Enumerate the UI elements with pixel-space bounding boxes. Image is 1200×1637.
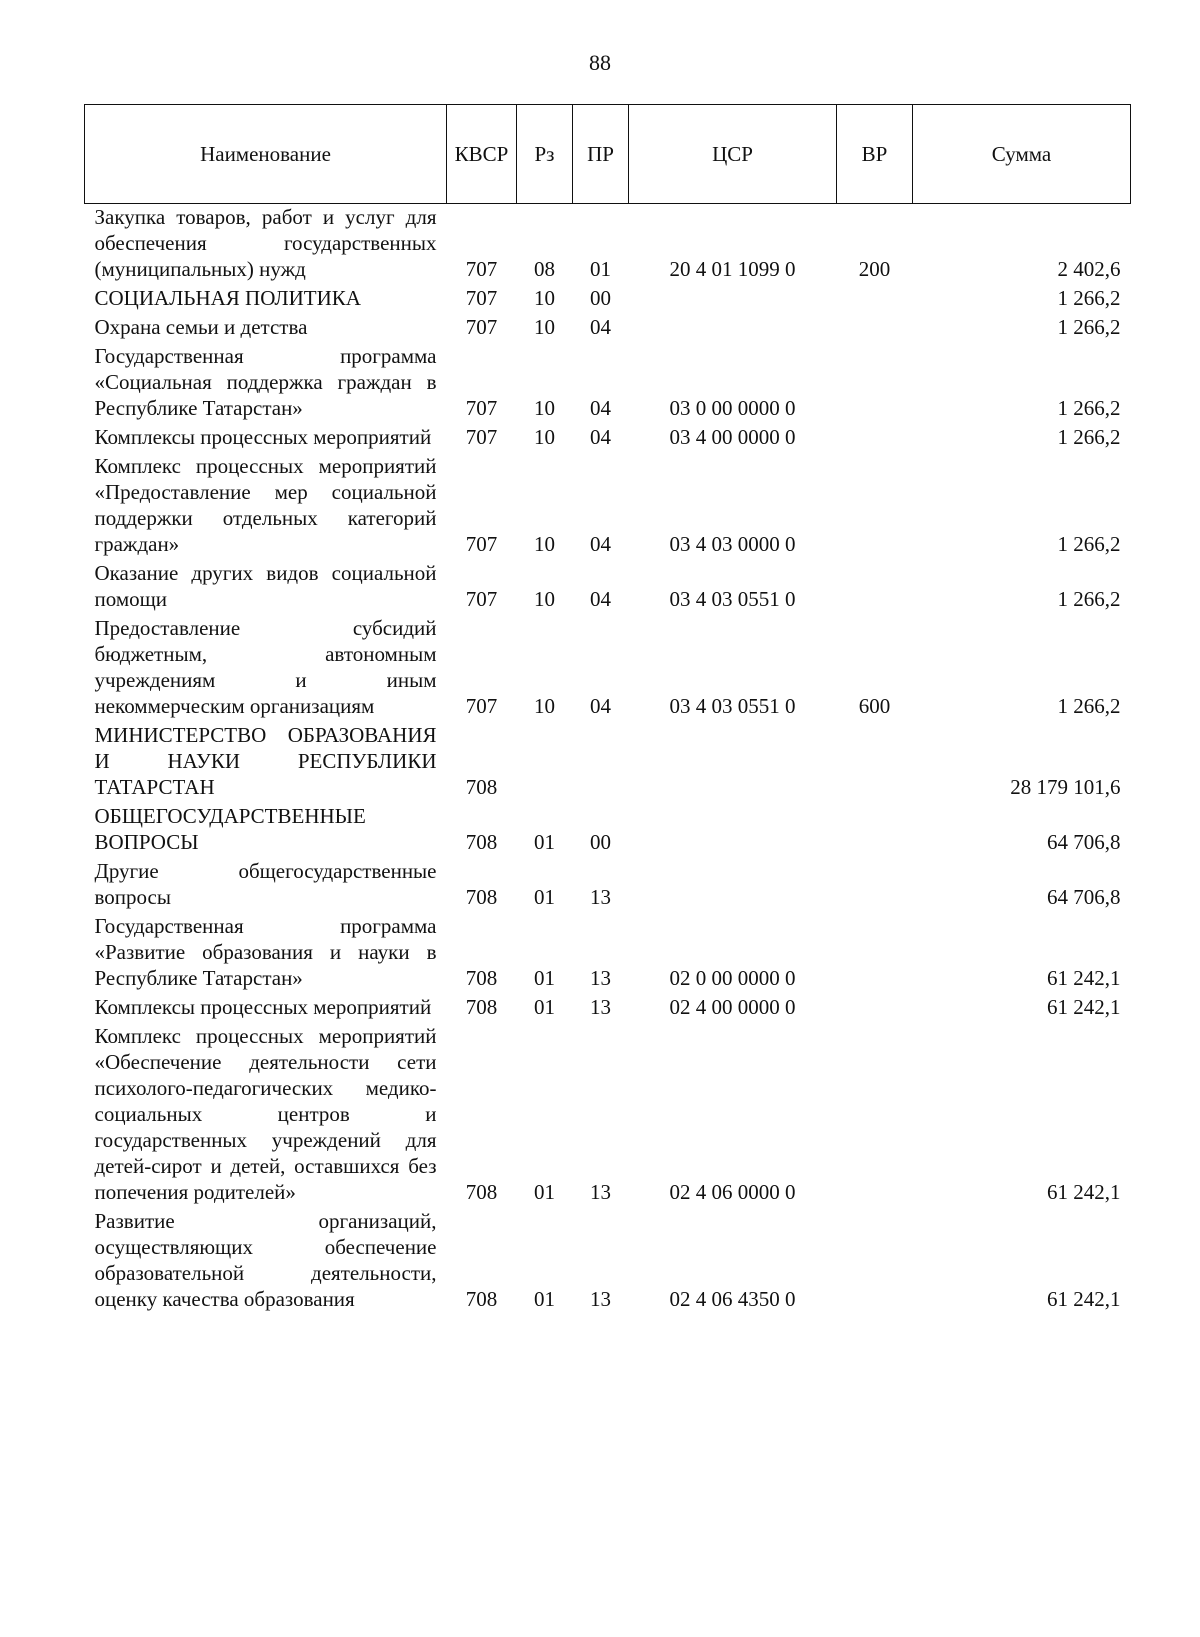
row-vr-cell [837,994,913,1023]
table-row [85,453,1131,560]
row-kvsr-cell: 708 [465,995,498,1019]
header-name: Наименование [85,105,447,204]
row-kvsr-cell: 708 [465,830,498,854]
row-csr-cell [629,803,837,858]
row-vr-cell [837,424,913,453]
row-rz-cell: 10 [534,286,555,310]
row-csr-cell: 02 4 06 0000 0 [669,1180,796,1204]
row-kvsr-cell: 708 [465,775,498,799]
row-kvsr-cell: 708 [465,966,498,990]
page-number: 88 [589,50,611,75]
row-vr-cell: 200 [858,257,891,281]
row-kvsr-cell: 707 [465,257,498,281]
table-row [85,858,1131,913]
row-vr-cell [837,1208,913,1315]
row-rz-cell: 01 [534,1180,555,1204]
row-csr-cell: 20 4 01 1099 0 [669,257,796,281]
row-sum-cell: 1 266,2 [1057,396,1121,420]
row-vr-cell [837,858,913,913]
row-rz-cell: 10 [534,694,555,718]
row-rz-cell: 01 [534,1287,555,1311]
row-rz-cell: 10 [534,425,555,449]
row-sum-cell: 1 266,2 [1057,425,1121,449]
table-row [85,1208,1131,1315]
row-sum-cell: 1 266,2 [1057,286,1121,310]
row-name-cell: Оказание других видов социальной помощи [94,561,437,611]
row-sum-cell: 64 706,8 [1047,885,1121,909]
row-pr-cell: 13 [590,1287,611,1311]
row-rz-cell: 10 [534,315,555,339]
row-rz-cell: 01 [534,966,555,990]
budget-table [84,104,1131,1315]
row-pr-cell: 13 [590,1180,611,1204]
row-csr-cell [629,858,837,913]
row-name-cell: СОЦИАЛЬНАЯ ПОЛИТИКА [94,286,361,310]
row-csr-cell: 03 4 03 0551 0 [669,694,796,718]
row-vr-cell [837,722,913,803]
row-kvsr-cell: 707 [465,425,498,449]
row-pr-cell: 01 [590,257,611,281]
row-kvsr-cell: 708 [465,1180,498,1204]
row-kvsr-cell: 708 [465,1287,498,1311]
row-pr-cell: 13 [590,966,611,990]
row-vr-cell [837,913,913,994]
row-kvsr-cell: 707 [465,532,498,556]
row-rz-cell: 01 [534,995,555,1019]
row-sum-cell: 61 242,1 [1047,995,1121,1019]
row-name-cell: МИНИСТЕРСТВО ОБРАЗОВАНИЯ И НАУКИ РЕСПУБЛИКИ ТАТАРСТАН [94,723,437,799]
row-csr-cell: 02 4 00 0000 0 [669,995,796,1019]
row-rz-cell: 10 [534,396,555,420]
row-pr-cell: 00 [590,830,611,854]
table-row [85,424,1131,453]
header-pr: ПР [573,105,629,204]
row-name-cell: Охрана семьи и детства [94,315,308,339]
row-csr-cell: 02 0 00 0000 0 [669,966,796,990]
header-csr: ЦСР [629,105,837,204]
row-name-cell: Комплексы процессных мероприятий [94,995,432,1019]
row-name-cell: Развитие организаций, осуществляющих обеспечение образовательной деятельности, оценку качества образования [94,1209,437,1311]
table-row [85,285,1131,314]
row-rz-cell: 08 [534,257,555,281]
row-name-cell: Государственная программа «Социальная поддержка граждан в Республике Татарстан» [94,344,437,420]
row-vr-cell [837,314,913,343]
table-row [85,803,1131,858]
row-sum-cell: 1 266,2 [1057,532,1121,556]
row-sum-cell: 1 266,2 [1057,315,1121,339]
row-pr-cell: 00 [590,286,611,310]
row-kvsr-cell: 707 [465,286,498,310]
row-name-cell: Закупка товаров, работ и услуг для обеспечения государственных (муниципальных) нужд [94,205,437,281]
row-csr-cell: 03 4 00 0000 0 [669,425,796,449]
row-sum-cell: 61 242,1 [1047,966,1121,990]
row-vr-cell [837,1023,913,1208]
row-sum-cell: 61 242,1 [1047,1287,1121,1311]
row-kvsr-cell: 707 [465,694,498,718]
row-name-cell: Комплекс процессных мероприятий «Предоставление мер социальной поддержки отдельных категорий граждан» [94,454,437,556]
row-pr-cell: 04 [590,532,611,556]
row-sum-cell: 2 402,6 [1057,257,1121,281]
row-pr-cell: 04 [590,587,611,611]
table-header-row [85,105,1131,204]
row-pr-cell [573,722,629,803]
row-sum-cell: 1 266,2 [1057,694,1121,718]
row-kvsr-cell: 708 [465,885,498,909]
row-kvsr-cell: 707 [465,587,498,611]
row-sum-cell: 28 179 101,6 [1010,775,1121,799]
row-pr-cell: 13 [590,885,611,909]
row-csr-cell: 02 4 06 4350 0 [669,1287,796,1311]
row-rz-cell: 10 [534,532,555,556]
row-vr-cell: 600 [858,694,891,718]
row-csr-cell: 03 0 00 0000 0 [669,396,796,420]
row-pr-cell: 13 [590,995,611,1019]
row-sum-cell: 64 706,8 [1047,830,1121,854]
row-csr-cell [629,722,837,803]
table-row [85,722,1131,803]
row-name-cell: Государственная программа «Развитие образования и науки в Республике Татарстан» [94,914,437,990]
row-vr-cell [837,453,913,560]
header-sum: Сумма [913,105,1131,204]
row-rz-cell: 10 [534,587,555,611]
row-name-cell: ОБЩЕГОСУДАРСТВЕННЫЕ ВОПРОСЫ [94,804,366,854]
row-name-cell: Предоставление субсидий бюджетным, автономным учреждениям и иным некоммерческим организациям [94,616,437,718]
row-rz-cell: 01 [534,885,555,909]
header-rz: Рз [517,105,573,204]
table-row [85,560,1131,615]
row-vr-cell [837,343,913,424]
table-row [85,994,1131,1023]
row-pr-cell: 04 [590,694,611,718]
header-vr: ВР [837,105,913,204]
row-sum-cell: 1 266,2 [1057,587,1121,611]
row-rz-cell [517,722,573,803]
row-rz-cell: 01 [534,830,555,854]
row-pr-cell: 04 [590,425,611,449]
table-row [85,343,1131,424]
row-name-cell: Другие общегосударственные вопросы [94,859,437,909]
row-csr-cell: 03 4 03 0000 0 [669,532,796,556]
row-vr-cell [837,285,913,314]
row-vr-cell [837,560,913,615]
table-row [85,314,1131,343]
row-kvsr-cell: 707 [465,396,498,420]
table-row [85,615,1131,722]
row-csr-cell [629,285,837,314]
table-row [85,204,1131,286]
row-csr-cell [629,314,837,343]
table-body [85,204,1131,1316]
row-vr-cell [837,803,913,858]
table-row [85,1023,1131,1208]
row-kvsr-cell: 707 [465,315,498,339]
row-csr-cell: 03 4 03 0551 0 [669,587,796,611]
row-name-cell: Комплексы процессных мероприятий [94,425,432,449]
row-sum-cell: 61 242,1 [1047,1180,1121,1204]
table-row [85,913,1131,994]
header-kvsr: КВСР [447,105,517,204]
row-pr-cell: 04 [590,315,611,339]
row-pr-cell: 04 [590,396,611,420]
row-name-cell: Комплекс процессных мероприятий «Обеспечение деятельности сети психолого-педагогических медико-социальных центров и государственных учреждений для детей-сирот и детей, оставшихся без попечения родителей» [94,1024,437,1204]
